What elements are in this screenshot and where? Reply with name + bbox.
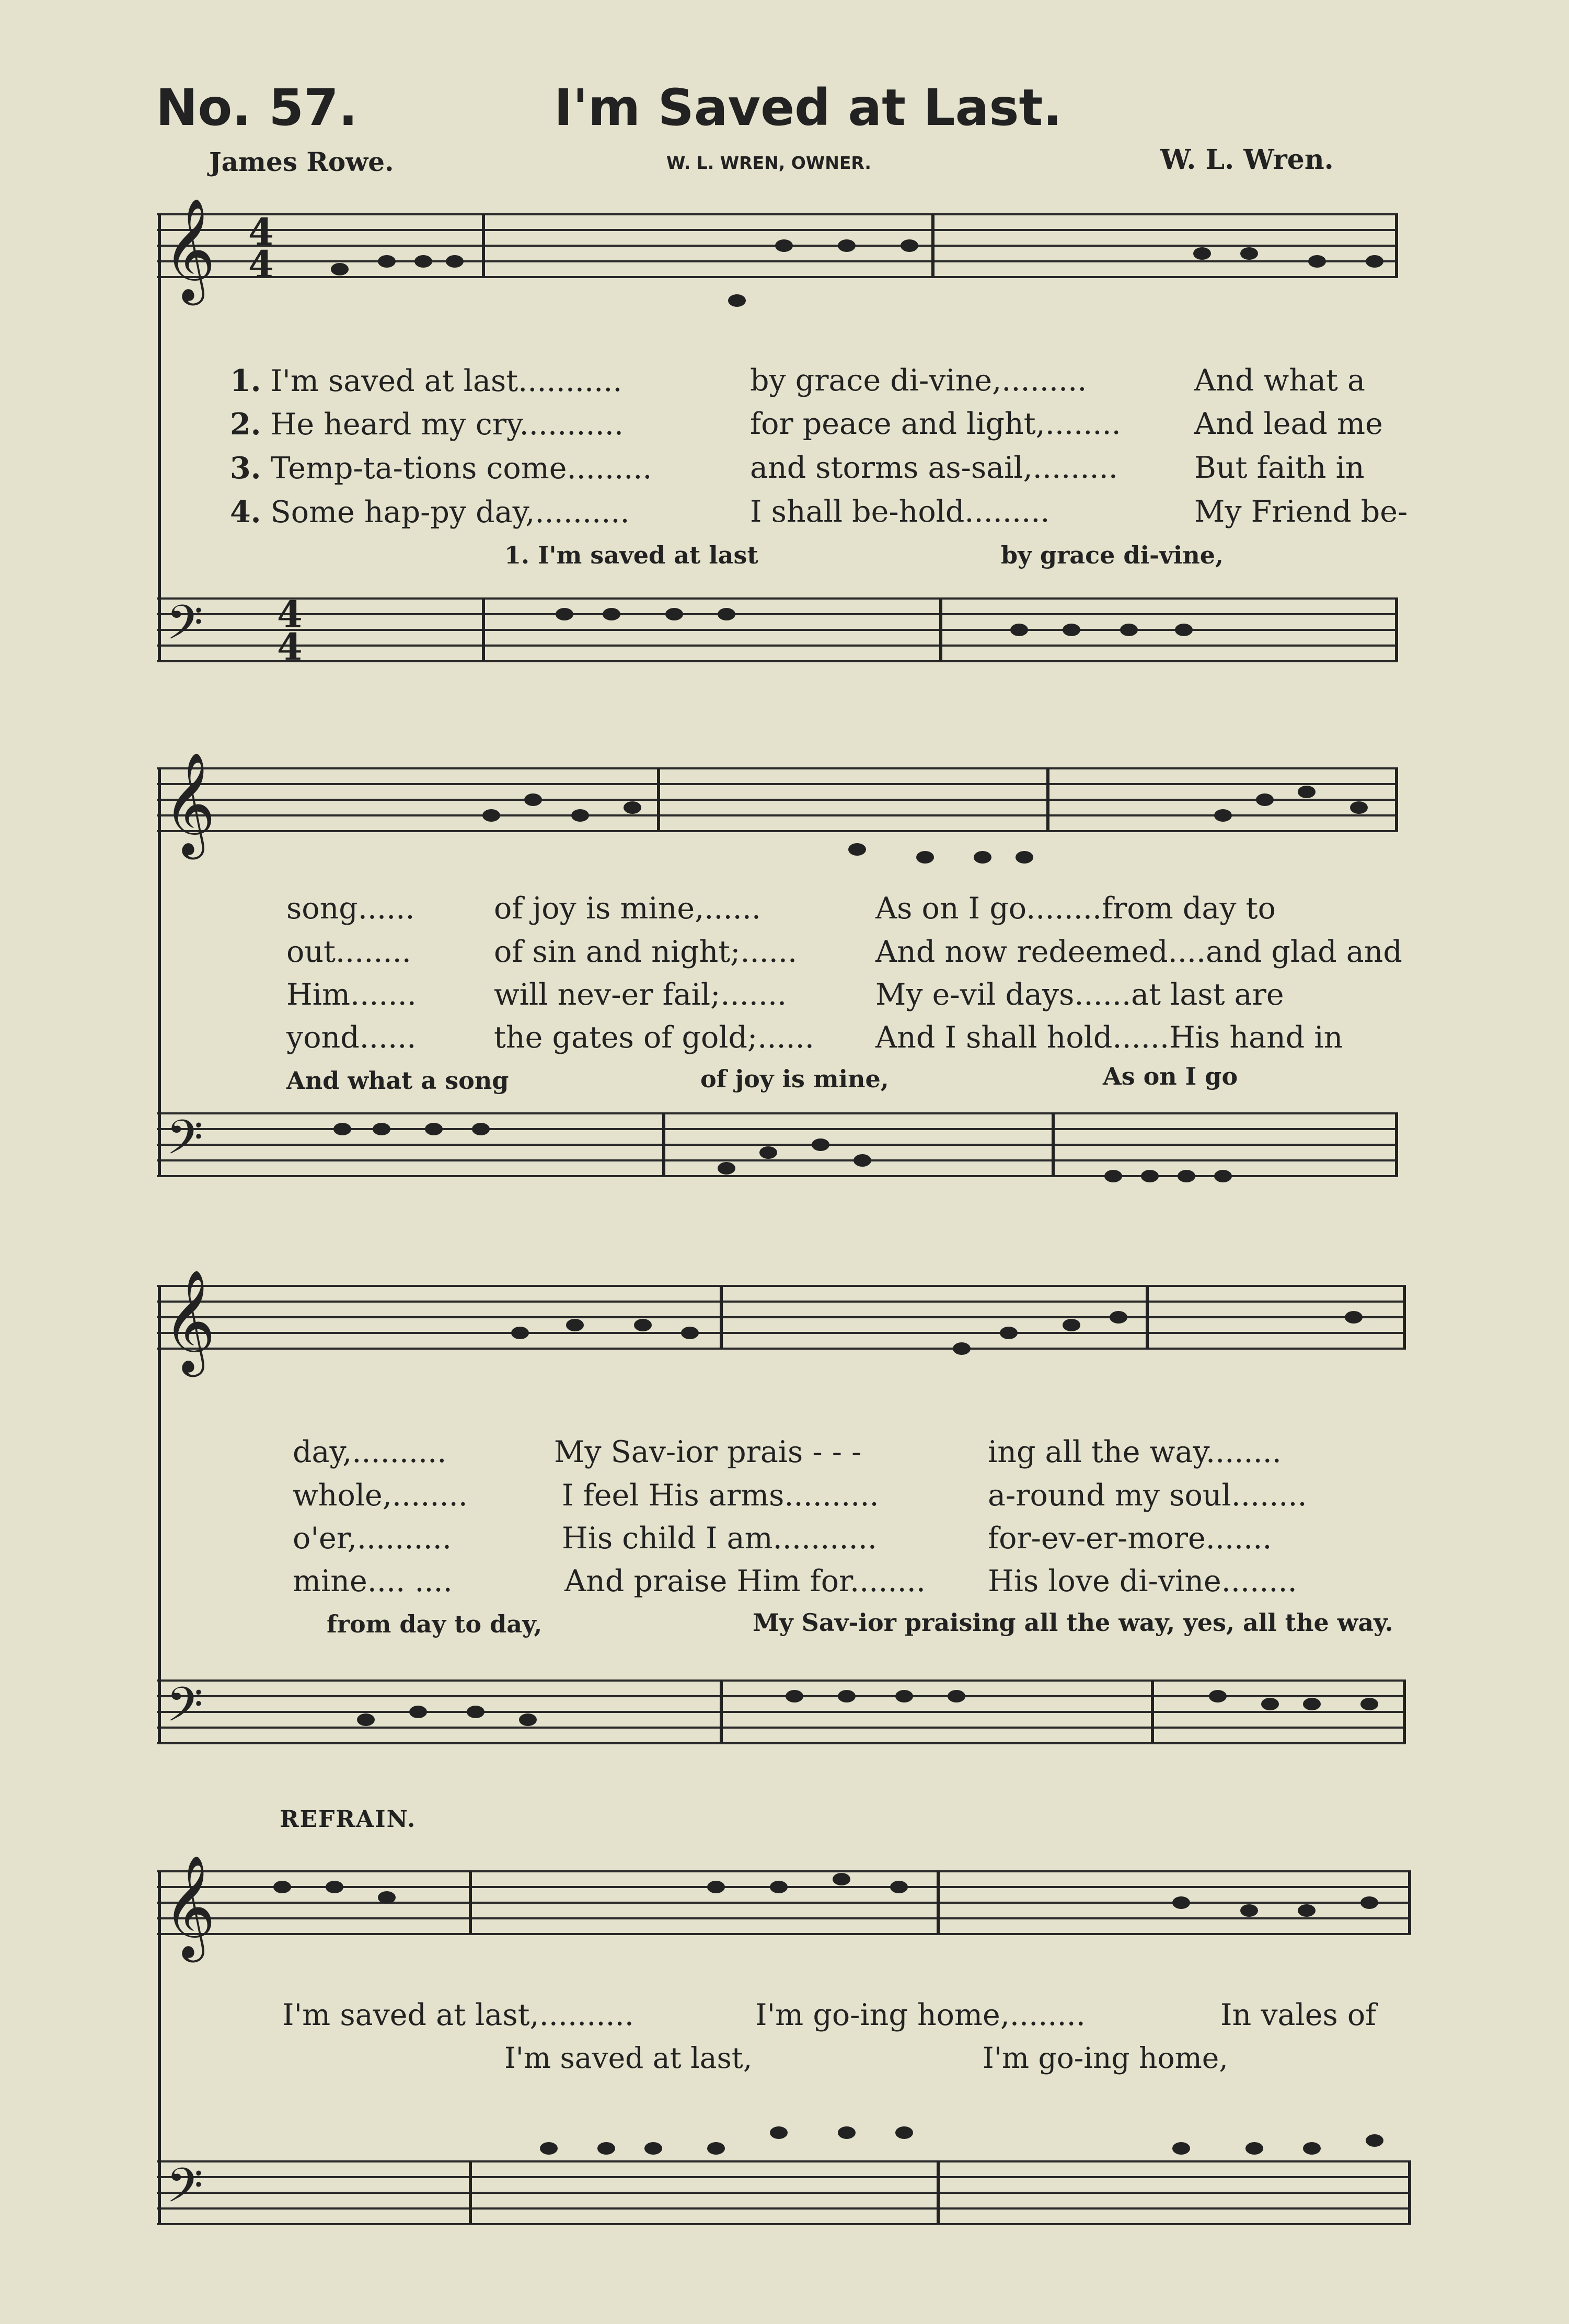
verse-line: Him.......: [286, 977, 417, 1012]
verse-line: yond......: [286, 1020, 417, 1055]
system-1-bass-staff: [157, 599, 1398, 661]
verse-line: 1. I'm saved at last...........: [230, 363, 622, 398]
system-3-bass-staff: [157, 1681, 1406, 1743]
verse-line: day,..........: [293, 1435, 447, 1469]
system-2-treble-staff: [157, 768, 1398, 831]
verse-line: I'm saved at last,..........: [282, 1998, 634, 2032]
verse-line: whole,........: [293, 1478, 468, 1513]
system-2-bass-staff: [157, 1113, 1398, 1176]
verse-line: 2. He heard my cry...........: [230, 407, 624, 442]
verse-line: And lead me: [1194, 407, 1383, 441]
svg-text:𝄢: 𝄢: [166, 2158, 203, 2225]
verse-line: a-round my soul........: [988, 1478, 1307, 1513]
svg-text:𝄢: 𝄢: [166, 1677, 203, 1744]
svg-text:𝄢: 𝄢: [166, 595, 203, 662]
svg-text:4: 4: [277, 593, 303, 636]
verse-line: 3. Temp-ta-tions come.........: [230, 451, 652, 486]
verse-line: My Sav-ior prais - - -: [554, 1435, 862, 1469]
verse-line: And I shall hold......His hand in: [875, 1020, 1343, 1055]
copyright-owner: W. L. WREN, OWNER.: [666, 153, 871, 173]
svg-text:4: 4: [248, 210, 274, 254]
verse-line: And what a: [1194, 363, 1365, 398]
bass-lyric: from day to day,: [327, 1610, 543, 1638]
verse-line: I feel His arms..........: [562, 1478, 879, 1513]
verse-line: for peace and light,........: [750, 407, 1121, 441]
svg-text:4: 4: [248, 243, 274, 286]
verse-line: will nev-er fail;.......: [494, 977, 787, 1012]
verse-line: And now redeemed....and glad and: [875, 935, 1402, 969]
verse-line: ing all the way........: [988, 1435, 1282, 1469]
verse-line: the gates of gold;......: [494, 1020, 814, 1055]
composer-credit: W. L. Wren.: [1160, 144, 1334, 176]
verse-line: I shall be-hold.........: [750, 494, 1050, 529]
bass-lyric: My Sav-ior praising all the way, yes, all the way.: [753, 1608, 1393, 1637]
hymn-number: No. 57.: [156, 78, 358, 137]
verse-line: My e-vil days......at last are: [875, 977, 1284, 1012]
bass-lyric: As on I go: [1103, 1062, 1238, 1090]
svg-text:𝄞: 𝄞: [163, 1269, 216, 1373]
bass-lyric: 1. I'm saved at last: [504, 541, 758, 569]
verse-line: But faith in: [1194, 451, 1365, 485]
lyricist-credit: James Rowe.: [209, 146, 394, 177]
svg-text:𝄞: 𝄞: [163, 752, 216, 855]
verse-line: and storms as-sail,.........: [750, 451, 1118, 485]
bass-lyric: And what a song: [286, 1066, 509, 1095]
system-4-treble-staff: [157, 1871, 1411, 1934]
verse-line: song......: [286, 891, 415, 926]
system-3-treble-staff: [157, 1286, 1406, 1349]
verse-line: out........: [286, 935, 411, 969]
verse-line: His child I am...........: [562, 1521, 877, 1556]
bass-lyric: of joy is mine,: [700, 1065, 889, 1093]
svg-text:𝄞: 𝄞: [163, 1855, 216, 1958]
svg-text:4: 4: [277, 625, 303, 669]
verse-line: 4. Some hap-py day,..........: [230, 494, 630, 530]
verse-line: of joy is mine,......: [494, 891, 761, 926]
bass-lyric: I'm saved at last,: [504, 2041, 753, 2075]
refrain-label: REFRAIN.: [280, 1806, 417, 1833]
svg-text:𝄢: 𝄢: [166, 1110, 203, 1177]
verse-line: My Friend be-: [1194, 494, 1408, 529]
verse-line: In vales of: [1220, 1998, 1377, 2032]
bass-lyric: I'm go-ing home,: [983, 2041, 1228, 2075]
system-4-bass-staff: [157, 2161, 1411, 2224]
verse-line: And praise Him for........: [564, 1564, 926, 1598]
verse-line: His love di-vine........: [988, 1564, 1297, 1598]
verse-line: mine.... ....: [293, 1564, 453, 1598]
verse-line: for-ev-er-more.......: [988, 1521, 1272, 1556]
verse-line: I'm go-ing home,........: [755, 1998, 1086, 2032]
bass-lyric: by grace di-vine,: [1001, 541, 1224, 569]
hymn-title: I'm Saved at Last.: [554, 78, 1062, 137]
verse-line: o'er,..........: [293, 1521, 452, 1556]
svg-text:𝄞: 𝄞: [163, 198, 216, 301]
verse-line: As on I go........from day to: [875, 891, 1276, 926]
verse-line: of sin and night;......: [494, 935, 798, 969]
verse-line: by grace di-vine,.........: [750, 363, 1087, 398]
